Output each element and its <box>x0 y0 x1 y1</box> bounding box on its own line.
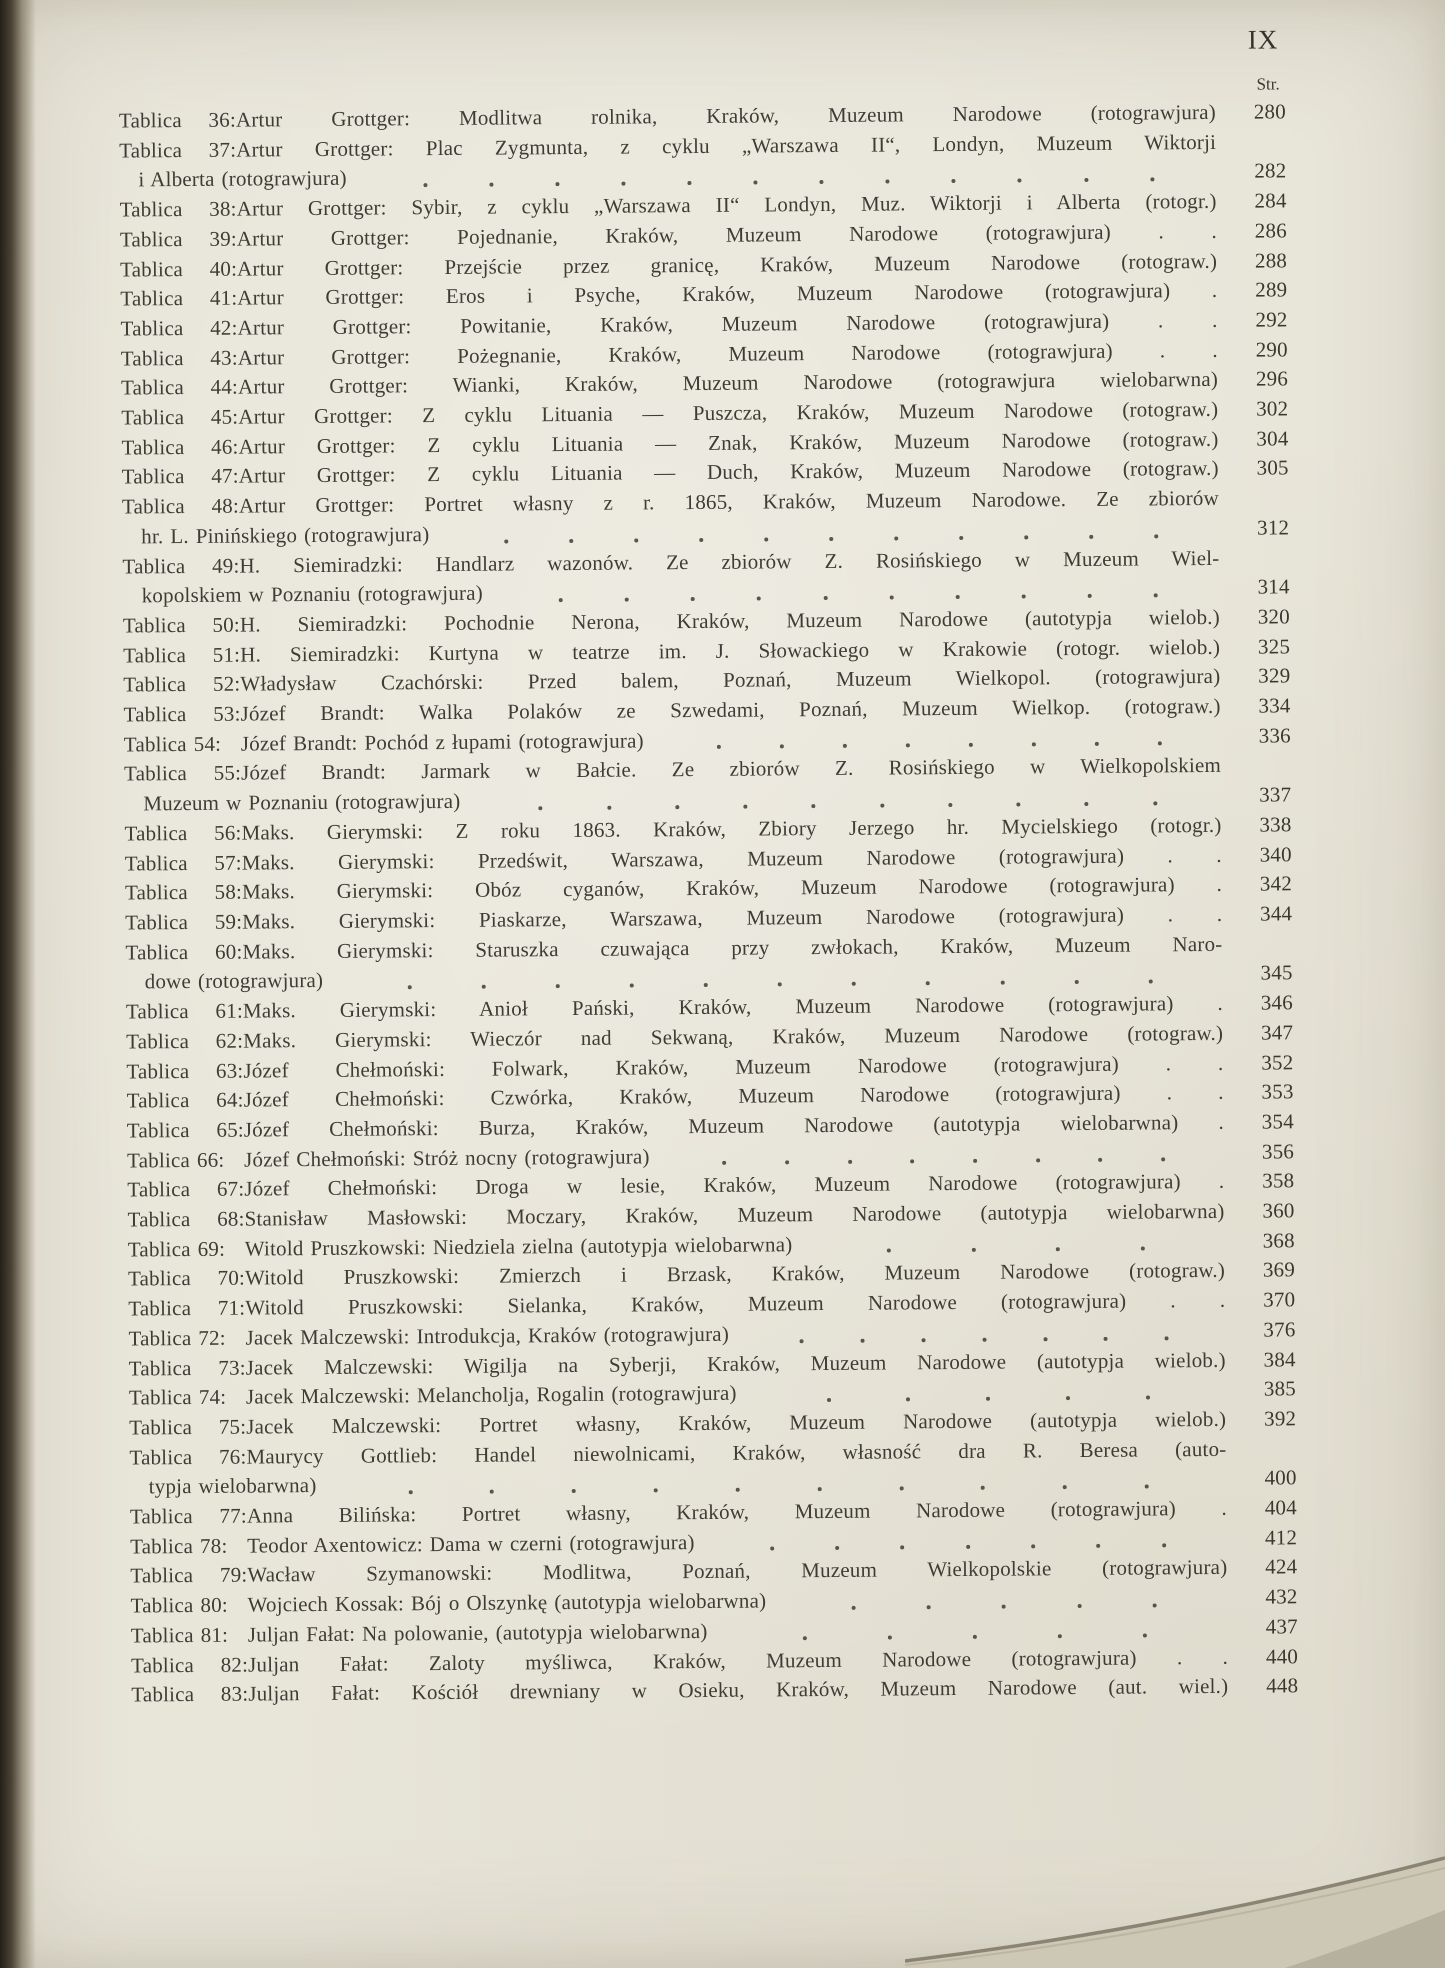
entry-label: Tablica 44: <box>120 374 239 400</box>
leader-dot <box>559 598 563 602</box>
leader-dot <box>743 805 747 809</box>
entry-text: Witold Pruszkowski: Sielanka, Kraków, Muzeum Narodowe (rotograwjura) . . <box>245 1288 1226 1320</box>
leader-dot <box>1095 742 1099 746</box>
page-number: 304 <box>1256 426 1289 451</box>
entry-text: Józef Chełmoński: Czwórka, Kraków, Muzeum Narodowe (rotograwjura) . . <box>243 1080 1224 1112</box>
page-number: 289 <box>1255 277 1288 302</box>
leader-dot <box>823 596 827 600</box>
page-number: 353 <box>1261 1079 1294 1104</box>
entry-label: Tablica 76: <box>129 1444 247 1470</box>
entry-body <box>124 751 1221 819</box>
entry-text: Muzeum w Poznaniu (rotograwjura) <box>143 789 461 816</box>
leader-dot <box>1056 1248 1060 1252</box>
page-number: 347 <box>1260 1020 1294 1045</box>
page-number: 286 <box>1254 218 1287 243</box>
leader-dot <box>490 1490 494 1494</box>
entry-text: Witold Pruszkowski: Niedziela zielna (autotypja wielobarwna) <box>244 1232 793 1261</box>
leader-dot <box>1018 179 1022 183</box>
leader-dot <box>1145 1485 1149 1489</box>
page-number: 305 <box>1256 455 1289 481</box>
leader-dot <box>812 804 816 808</box>
entry-label: Tablica 63: <box>126 1058 244 1084</box>
leader-dot <box>852 1606 856 1610</box>
leader-dot <box>800 1339 804 1343</box>
leader-dot <box>407 985 411 989</box>
page-number: 432 <box>1265 1584 1298 1609</box>
leader-dot <box>704 983 708 987</box>
entry-text: Józef Chełmoński: Burza, Kraków, Muzeum Narodowe (autotypja wielobarwna) . <box>243 1109 1224 1142</box>
page-number: 437 <box>1265 1614 1298 1639</box>
entry-text: Wacław Szymanowski: Modlitwa, Poznań, Muzeum Wielkopolskie (rotograwjura) <box>247 1555 1228 1588</box>
entry-text: dowe (rotograwjura) <box>144 968 324 994</box>
leader-dot <box>906 744 910 748</box>
leader-dot <box>556 984 560 988</box>
entry-text: Artur Grottger: Plac Zygmunta, z cyklu „Warszawa II“, Londyn, Muzeum Wiktorji <box>236 129 1217 162</box>
leader-dot <box>555 182 559 186</box>
leader-dot <box>423 183 427 187</box>
leader-dot <box>952 179 956 183</box>
leader-dot <box>848 1160 852 1164</box>
entry-label: Tablica 53: <box>123 701 241 727</box>
entry-label: Tablica 73: <box>128 1355 246 1381</box>
leader-dot <box>1143 1633 1147 1637</box>
page-number: 340 <box>1259 841 1292 867</box>
leader-dot <box>539 806 543 810</box>
leader-dot <box>654 1488 658 1492</box>
toc-entry <box>129 1434 1296 1503</box>
entry-text: Maks. Gierymski: Przedświt, Warszawa, Muzeum Narodowe (rotograwjura) . . <box>241 842 1222 875</box>
leader-dot <box>981 1486 985 1490</box>
leader-dot <box>966 1545 970 1549</box>
leader-dots <box>721 1613 1227 1647</box>
entry-label: Tablica 51: <box>123 642 241 668</box>
entry-label: Tablica 37: <box>119 137 237 163</box>
leader-dot <box>780 745 784 749</box>
leader-dot <box>959 535 963 539</box>
entry-body <box>125 930 1222 998</box>
leader-dot <box>699 538 703 542</box>
entry-label: Tablica 79: <box>130 1563 248 1588</box>
page-number: 302 <box>1256 396 1289 421</box>
leader-dot <box>971 1248 975 1252</box>
leader-dot <box>843 744 847 748</box>
entry-label: Tablica 67: <box>127 1176 245 1202</box>
entry-label: Tablica 82: <box>130 1652 249 1678</box>
page-number: 385 <box>1263 1376 1297 1401</box>
entry-label: Tablica 58: <box>124 879 243 905</box>
page-number: 412 <box>1264 1525 1298 1550</box>
page-number: 296 <box>1255 366 1289 391</box>
page-number: 358 <box>1262 1168 1295 1193</box>
entry-label: Tablica 65: <box>126 1117 244 1143</box>
leader-dot <box>1066 1396 1070 1400</box>
entry-text: Artur Grottger: Z cyklu Lituania — Znak, Kraków, Muzeum Narodowe (rotograw.) <box>238 426 1219 459</box>
leader-dot <box>1074 980 1078 984</box>
leader-dot <box>817 1487 821 1491</box>
page-number: 345 <box>1260 960 1293 985</box>
page-number: 329 <box>1258 663 1291 688</box>
entry-text: Artur Grottger: Z cyklu Lituania — Duch, Kraków, Muzeum Narodowe (rotograw.) <box>238 456 1219 489</box>
entry-label: Tablica 36: <box>118 107 237 133</box>
leader-dot <box>927 1605 931 1609</box>
entry-label: Tablica 42: <box>120 315 238 341</box>
leader-dot <box>1087 594 1091 598</box>
leader-dot <box>1161 1158 1165 1162</box>
entry-text: Józef Brandt: Jarmark w Bałcie. Ze zbiorów Z. Rosińskiego w Wielkopolskiem <box>240 753 1222 786</box>
leader-dot <box>481 985 485 989</box>
leader-dot <box>880 803 884 807</box>
entry-text: Józef Brandt: Pochód z łupami (rotograwjura) <box>240 728 644 756</box>
entry-label: Tablica 43: <box>120 345 238 371</box>
entry-text: Wojciech Kossak: Bój o Olszynkę (autotypja wielobarwna) <box>247 1588 767 1617</box>
page-number: 376 <box>1263 1317 1296 1342</box>
page-number: 337 <box>1259 782 1292 807</box>
page-number: 314 <box>1257 574 1290 599</box>
page-number: 392 <box>1263 1406 1297 1431</box>
entry-text: Jacek Malczewski: Introdukcja, Kraków (rotograwjura) <box>245 1321 730 1350</box>
leader-dot <box>778 982 782 986</box>
leader-dot <box>861 1338 865 1342</box>
leader-dot <box>764 537 768 541</box>
entry-text: Maurycy Gottlieb: Handel niewolnicami, Kraków, własność dra R. Beresa (auto- <box>246 1436 1227 1469</box>
entry-text: Juljan Fałat: Kościół drewniany w Osieku, Kraków, Muzeum Narodowe (aut. wiel.) <box>248 1674 1229 1706</box>
leader-dot <box>621 182 625 186</box>
leader-dot <box>1149 980 1153 984</box>
leader-dot <box>948 803 952 807</box>
entry-label: Tablica 57: <box>124 850 242 876</box>
entry-label: Tablica 49: <box>122 553 240 579</box>
entry-label: Tablica 62: <box>126 1028 244 1054</box>
page-number: 352 <box>1261 1049 1294 1075</box>
leader-dot <box>973 1159 977 1163</box>
leader-dot <box>820 180 824 184</box>
leader-dot <box>1152 1603 1156 1607</box>
leader-dot <box>1140 1247 1144 1251</box>
entry-text: H. Siemiradzki: Handlarz wazonów. Ze zbiorów Z. Rosińskiego w Muzeum Wiel- <box>239 545 1220 578</box>
entry-label: Tablica 47: <box>121 464 239 489</box>
entry-text: Władysław Czachórski: Przed balem, Poznań, Muzeum Wielkopol. (rotograwjura) <box>240 664 1221 696</box>
leader-dot <box>1153 801 1157 805</box>
leader-dot <box>1104 1336 1108 1340</box>
entry-text: kopolskiem w Poznaniu (rotograwjura) <box>141 580 483 608</box>
page-number: 320 <box>1257 604 1290 629</box>
leader-dot <box>1024 535 1028 539</box>
leader-dot <box>753 181 757 185</box>
entry-text: Teodor Axentowicz: Dama w czerni (rotograwjura) <box>247 1529 695 1558</box>
entry-text: Józef Brandt: Walka Polaków ze Szwedami, Poznań, Muzeum Wielkop. (rotograw.) <box>240 693 1221 726</box>
page-number: 448 <box>1266 1673 1299 1698</box>
leader-dot <box>835 1546 839 1550</box>
leader-dot <box>717 745 721 749</box>
leader-dot <box>675 805 679 809</box>
page-number: 368 <box>1262 1228 1295 1253</box>
leader-dot <box>1096 1544 1100 1548</box>
leader-dot <box>625 598 629 602</box>
leader-dot <box>1058 1634 1062 1638</box>
entry-label: Tablica 77: <box>129 1503 248 1529</box>
page-number: 360 <box>1262 1198 1295 1223</box>
entry-text: Maks. Gierymski: Obóz cyganów, Kraków, Muzeum Narodowe (rotograwjura) . <box>241 872 1223 904</box>
leader-dot <box>894 536 898 540</box>
entry-text: Juljan Fałat: Zaloty myśliwca, Kraków, Muzeum Narodowe (rotograwjura) . . <box>247 1644 1229 1677</box>
page-number: 290 <box>1255 336 1288 362</box>
leader-dot <box>408 1490 412 1494</box>
leader-dot <box>736 1488 740 1492</box>
leader-dot <box>691 597 695 601</box>
entry-label: Tablica 46: <box>121 434 239 460</box>
leader-dot <box>921 1338 925 1342</box>
entry-text: Artur Grottger: Powitanie, Kraków, Muzeum Narodowe (rotograwjura) . . <box>237 307 1218 340</box>
entry-text: Jacek Malczewski: Wigilja na Syberji, Kraków, Muzeum Narodowe (autotypja wielob.) <box>245 1347 1226 1380</box>
leader-dot <box>926 981 930 985</box>
entry-label: Tablica 64: <box>126 1087 244 1113</box>
entry-label: Tablica 48: <box>121 493 240 519</box>
leader-dot <box>634 538 638 542</box>
leader-dot <box>1089 534 1093 538</box>
page-number: 280 <box>1253 99 1287 124</box>
entry-text: Jacek Malczewski: Melancholja, Rogalin (rotograwjura) <box>245 1380 737 1409</box>
leader-dot <box>687 181 691 185</box>
leader-dot <box>906 1397 910 1401</box>
leader-dot <box>1154 534 1158 538</box>
entry-text: hr. L. Pinińskiego (rotograwjura) <box>141 521 430 549</box>
entry-label: Tablica 69: <box>127 1236 226 1262</box>
entry-text: Artur Grottger: Portret własny z r. 1865, Kraków, Muzeum Narodowe. Ze zbiorów <box>238 486 1220 518</box>
leader-dot <box>886 180 890 184</box>
leader-dot <box>986 1397 990 1401</box>
page-number: 404 <box>1264 1495 1297 1520</box>
entry-body <box>122 543 1219 611</box>
entry-text: Maks. Gierymski: Piaskarze, Warszawa, Muzeum Narodowe (rotograwjura) . . <box>242 901 1223 934</box>
entry-text: Maks. Gierymski: Z roku 1863. Kraków, Zbiory Jerzego hr. Mycielskiego (rotogr.) <box>241 812 1222 845</box>
leader-dot <box>973 1634 977 1638</box>
toc-entry <box>119 127 1286 196</box>
entry-text: Józef Chełmoński: Folwark, Kraków, Muzeum Narodowe (rotograwjura) . . <box>243 1050 1224 1083</box>
entry-text: Anna Bilińska: Portret własny, Kraków, Muzeum Narodowe (rotograwjura) . <box>246 1495 1227 1528</box>
toc-entry <box>122 484 1289 553</box>
leader-dot <box>888 1635 892 1639</box>
page-number: 356 <box>1261 1138 1295 1164</box>
page-number: 336 <box>1258 723 1291 748</box>
entry-text: Artur Grottger: Przejście przez granicę, Kraków, Muzeum Narodowe (rotograw.) <box>237 248 1218 281</box>
entry-label: Tablica 56: <box>124 820 242 846</box>
leader-dot <box>899 1486 903 1490</box>
entry-label: Tablica 70: <box>127 1266 246 1291</box>
leader-dots <box>743 1316 1226 1349</box>
page-number: 338 <box>1259 812 1292 837</box>
entry-label: Tablica 40: <box>120 256 238 282</box>
leader-dot <box>1032 743 1036 747</box>
leader-dot <box>1063 1485 1067 1489</box>
leader-dot <box>572 1489 576 1493</box>
entry-label: Tablica 50: <box>122 612 241 638</box>
toc-entry <box>125 929 1292 998</box>
entry-body <box>122 484 1219 552</box>
leader-dot <box>955 595 959 599</box>
entry-text: Witold Pruszkowski: Zmierzch i Brzask, Kraków, Muzeum Narodowe (rotograw.) <box>244 1258 1226 1291</box>
entry-label: Tablica 38: <box>119 196 237 222</box>
entry-label: Tablica 66: <box>127 1147 225 1173</box>
entry-text: Artur Grottger: Eros i Psyche, Kraków, Muzeum Narodowe (rotograwjura) . <box>237 278 1218 310</box>
leader-dot <box>1165 1336 1169 1340</box>
entry-text: i Alberta (rotograwjura) <box>138 166 347 192</box>
page-number: 354 <box>1261 1109 1294 1134</box>
page-number: 424 <box>1265 1554 1298 1580</box>
leader-dot <box>1031 1545 1035 1549</box>
entry-text: Maks. Gierymski: Staruszka czuwająca przy zwłokach, Kraków, Muzeum Naro- <box>242 931 1223 964</box>
page-number: 342 <box>1259 871 1293 896</box>
leader-dot <box>1085 802 1089 806</box>
toc-list <box>119 97 1299 1710</box>
leader-dot <box>607 806 611 810</box>
page-number: 344 <box>1260 901 1293 926</box>
leader-dot <box>757 596 761 600</box>
entry-text: Józef Chełmoński: Droga w lesie, Kraków, Muzeum Narodowe (rotograwjura) . <box>244 1169 1225 1201</box>
leader-dot <box>1099 1158 1103 1162</box>
page-number: 346 <box>1260 990 1294 1015</box>
entry-text: Artur Grottger: Modlitwa rolnika, Kraków, Muzeum Narodowe (rotograwjura) <box>235 99 1217 132</box>
entry-label: Tablica 75: <box>129 1414 247 1440</box>
entry-text: typja wielobarwna) <box>148 1473 317 1499</box>
leader-dots <box>780 1583 1228 1616</box>
entry-text: H. Siemiradzki: Pochodnie Nerona, Kraków, Muzeum Narodowe (autotypja wielob.) <box>239 604 1220 637</box>
leader-dot <box>722 1161 726 1165</box>
entry-text: Juljan Fałat: Na polowanie, (autotypja wielobarwna) <box>247 1618 708 1647</box>
leader-dots <box>751 1375 1227 1408</box>
page-number: 288 <box>1254 247 1288 273</box>
leader-dot <box>1077 1604 1081 1608</box>
entry-label: Tablica 72: <box>128 1325 226 1351</box>
leader-dot <box>1084 178 1088 182</box>
leader-dot <box>803 1636 807 1640</box>
folio-page-number: IX <box>1247 24 1279 55</box>
leader-dot <box>489 183 493 187</box>
leader-dot <box>569 539 573 543</box>
leader-dots <box>709 1524 1228 1558</box>
leader-dots <box>806 1227 1225 1260</box>
entry-label: Tablica 41: <box>120 285 238 311</box>
leader-dot <box>887 1249 891 1253</box>
entry-label: Tablica 74: <box>128 1384 227 1410</box>
leader-dot <box>982 1337 986 1341</box>
toc-entry <box>124 751 1291 820</box>
page-number: 369 <box>1262 1257 1296 1283</box>
leader-dot <box>829 536 833 540</box>
page-number: 440 <box>1265 1643 1299 1669</box>
leader-dot <box>969 743 973 747</box>
leader-dot <box>901 1546 905 1550</box>
leader-dots <box>664 1138 1225 1172</box>
entry-label: Tablica 60: <box>125 939 243 965</box>
leader-dot <box>770 1547 774 1551</box>
leader-dots <box>658 722 1221 756</box>
entry-label: Tablica 61: <box>125 998 244 1024</box>
page-number: 312 <box>1256 515 1290 540</box>
page-number: 384 <box>1263 1346 1296 1372</box>
entry-label: Tablica 68: <box>127 1206 245 1232</box>
leader-dot <box>1036 1159 1040 1163</box>
entry-label: Tablica 55: <box>123 761 242 786</box>
toc-entry <box>122 543 1289 612</box>
entry-text: Jacek Malczewski: Portret własny, Kraków, Muzeum Narodowe (autotypja wielob.) <box>246 1406 1227 1439</box>
page-number: 334 <box>1258 693 1291 718</box>
column-header-str: Str. <box>1256 74 1280 94</box>
leader-dot <box>910 1160 914 1164</box>
entry-text: Artur Grottger: Pożegnanie, Kraków, Muzeum Narodowe (rotograwjura) . . <box>237 337 1218 370</box>
entry-text: Artur Grottger: Sybir, z cyklu „Warszawa II“ Londyn, Muz. Wiktorji i Alberta (rotogr.) <box>236 189 1217 221</box>
page-number: 284 <box>1254 188 1287 213</box>
entry-body <box>129 1435 1226 1503</box>
page-number: 400 <box>1264 1465 1297 1490</box>
leader-dot <box>852 982 856 986</box>
entry-label: Tablica 54: <box>123 731 222 757</box>
leader-dot <box>785 1161 789 1165</box>
entry-text: Artur Grottger: Z cyklu Lituania — Puszcza, Kraków, Muzeum Narodowe (rotograw.) <box>238 396 1219 429</box>
entry-label: Tablica 45: <box>121 404 239 430</box>
entry-text: Józef Chełmoński: Stróż nocny (rotograwjura) <box>244 1144 650 1172</box>
entry-label: Tablica 71: <box>128 1295 246 1321</box>
entry-label: Tablica 80: <box>130 1592 228 1618</box>
entry-text: H. Siemiradzki: Kurtyna w teatrze im. J. Słowackiego w Krakowie (rotogr. wielob.) <box>240 634 1221 667</box>
entry-label: Tablica 78: <box>130 1533 228 1559</box>
page-number: 325 <box>1257 634 1291 659</box>
page-number: 292 <box>1255 307 1288 332</box>
entry-text: Artur Grottger: Pojednanie, Kraków, Muzeum Narodowe (rotograwjura) . . <box>236 218 1217 251</box>
leader-dot <box>1150 178 1154 182</box>
entry-text: Artur Grottger: Wianki, Kraków, Muzeum Narodowe (rotograwjura wielobarwna) <box>237 367 1219 399</box>
leader-dot <box>827 1398 831 1402</box>
entry-label: Tablica 59: <box>125 909 243 935</box>
entry-text: Stanisław Masłowski: Moczary, Kraków, Muzeum Narodowe (autotypja wielobarwna) <box>244 1198 1225 1231</box>
leader-dot <box>1043 1337 1047 1341</box>
leader-dot <box>1017 802 1021 806</box>
leader-dot <box>1021 594 1025 598</box>
leader-dot <box>504 539 508 543</box>
leader-dot <box>889 595 893 599</box>
entry-text: Maks. Gierymski: Wieczór nad Sekwaną, Kraków, Muzeum Narodowe (rotograw.) <box>243 1020 1224 1053</box>
page-number: 282 <box>1254 158 1287 184</box>
entry-label: Tablica 39: <box>119 226 237 252</box>
leader-dot <box>1000 981 1004 985</box>
entry-label: Tablica 52: <box>123 671 241 697</box>
entry-label: Tablica 81: <box>130 1622 229 1648</box>
entry-text: Maks. Gierymski: Anioł Pański, Kraków, Muzeum Narodowe (rotograwjura) . <box>242 990 1224 1023</box>
leader-dot <box>1146 1395 1150 1399</box>
leader-dot <box>630 984 634 988</box>
leader-dot <box>1158 742 1162 746</box>
entry-body <box>119 128 1216 196</box>
entry-label: Tablica 83: <box>131 1681 249 1707</box>
leader-dot <box>1162 1544 1166 1548</box>
page-number: 370 <box>1263 1287 1296 1312</box>
leader-dot <box>1002 1604 1006 1608</box>
leader-dot <box>1154 593 1158 597</box>
page-curl-corner <box>905 1848 1445 1968</box>
